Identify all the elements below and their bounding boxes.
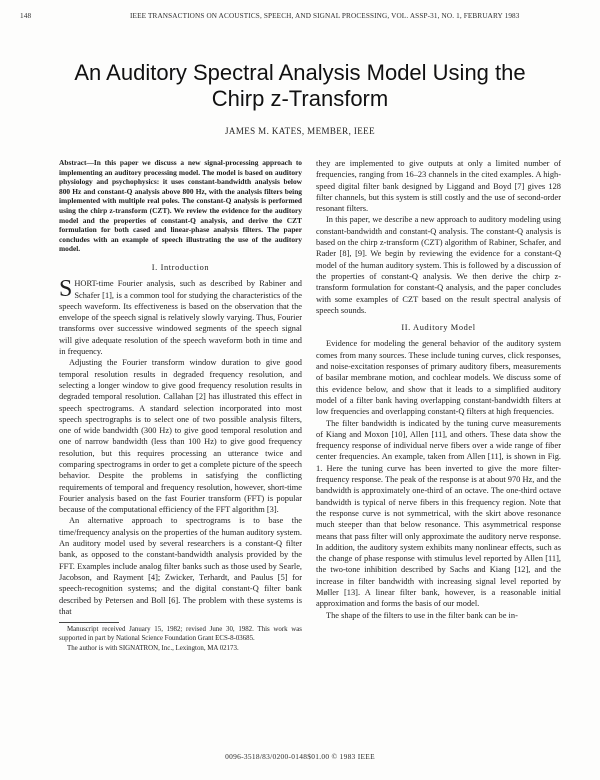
page-number: 148 (20, 12, 32, 20)
author: JAMES M. KATES, MEMBER, IEEE (225, 126, 375, 136)
title-block (0, 60, 600, 112)
right-column (316, 158, 561, 621)
right-paragraph-2: In this paper, we describe a new approach to auditory modeling using constant-bandwidth and constant-Q analysis. The constant-Q analysis is based on the chirp z-transform (CZT) algorithm of Rabiner, Schafer, and Rader [8], [9]. We begin by reviewing the evidence for a constant-Q model of the human auditory system. This is followed by a discussion of the properties of constant-Q analysis. We then derive the chirp z-transform formulation for constant-Q analysis, and the paper concludes with some examples of CZT based on the result spectral analysis of speech sounds. (316, 215, 561, 315)
right-paragraph-1: they are implemented to give outputs at only a limited number of frequencies, ranging from 16–23 channels in the cited examples. A high-speed digital filter bank designed by Liggand and Boyd [7] gives 128 filter channels, but this system is still costly and the use of second-order resonant filters. (316, 159, 561, 214)
running-header (20, 12, 578, 24)
intro-paragraph-1 (59, 278, 302, 357)
copyright-footer: 0096-3518/83/0200-0148$01.00 © 1983 IEEE (225, 752, 375, 761)
intro-paragraph-3: An alternative approach to spectrograms is to base the time/frequency analysis on the properties of the human auditory system. An auditory model used by several researchers is a constant-Q filter bank, as opposed to the constant-bandwidth analysis provided by the FFT. Examples include analog filter banks such as those used by Searle, Jacobson, and Rayment [4]; Zwicker, Terhardt, and Paulus [5] for speech-recognition systems; and the digital constant-Q filter bank described by Petersen and Boll [6]. The problem with these systems is that (59, 516, 302, 616)
footnote-affiliation: The author is with SIGNATRON, Inc., Lexington, MA 02173. (67, 644, 239, 652)
paper-title-line-1: An Auditory Spectral Analysis Model Using the (74, 60, 526, 85)
paper-title-line-2: Chirp z-Transform (211, 86, 389, 111)
intro-paragraph-2: Adjusting the Fourier transform window duration to give good temporal resolution results in degraded frequency resolution, and selecting a longer window to give good frequency resolution results in degraded temporal resolution. Callahan [2] has illustrated this effect in speech spectrograms. A standard selection incorporated into most speech spectrographs is to select one of two possible analysis filters, one of wide bandwidth (300 Hz) to give good temporal resolution and one of narrow bandwidth (less than 100 Hz) to give good frequency resolution, but this requires processing an utterance twice and comparing spectrograms in order to get a complete picture of the speech behavior. Despite the problems in satisfying the conflicting requirements of temporal and frequency resolution, however, short-time Fourier analysis based on the fast Fourier transform (FFT) is popular because of the computational efficiency of the FFT algorithm [3]. (59, 358, 302, 515)
model-paragraph-1: Evidence for modeling the general behavior of the auditory system comes from many sources. These include tuning curves, click responses, and noise-excitation responses of primary auditory fibers, measurements of basilar membrane motion, and cochlear models. We discuss some of this evidence below, and show that it leads to a simplified auditory model of a filter bank having overlapping constant-bandwidth filters at low frequencies and overlapping constant-Q filters at high frequencies. (316, 339, 561, 417)
left-column (59, 158, 302, 655)
journal-header: IEEE TRANSACTIONS ON ACOUSTICS, SPEECH, AND SIGNAL PROCESSING, VOL. ASSP-31, NO. 1, FEBRUARY 1983 (130, 12, 520, 20)
footnote-manuscript: Manuscript received January 15, 1982; revised June 30, 1982. This work was supported in part by National Science Foundation Grant ECS-8-03685. (59, 626, 302, 642)
footnote-divider (59, 622, 119, 623)
abstract: Abstract—In this paper we discuss a new signal-processing approach to implementing an auditory processing model. The model is based on auditory physiology and psychophysics: it uses constant-bandwidth analysis below 800 Hz and constant-Q analysis above 800 Hz, with the analysis filters being implemented with multiple real poles. The constant-Q analysis is performed using the chirp z-transform (CZT). We review the evidence for the auditory model and the properties of constant-Q analysis, and derive the CZT formulation for both cased and linear-phase analysis filters. The paper concludes with an example of speech illustrating the use of the auditory model. (59, 158, 302, 254)
drop-cap: S (59, 276, 73, 303)
intro-paragraph-1-text: HORT-time Fourier analysis, such as described by Rabiner and Schafer [1], is a common tool for studying the characteristics of the speech waveform. Its effectiveness is based on the observation that the envelope of the speech signal is relatively slowly varying. Thus, Fourier transforms over successive windowed segments of the speech signal will give adequate resolution of the speech waveform both in time and in frequency. (59, 279, 302, 357)
model-paragraph-3: The shape of the filters to use in the filter bank can be in- (326, 610, 518, 620)
model-paragraph-2: The filter bandwidth is indicated by the tuning curve measurements of Kiang and Moxon [10], Allen [11], and others. These data show the frequency response of individual nerve fibers over a wide range of fiber center frequencies. An example, taken from Allen [11], is shown in Fig. 1. Here the tuning curve has been inverted to give the more filter-frequency response. The peak of the response is at about 970 Hz, and the bandwidth is approximately one-third of an octave. The one-third octave bandwidth is typical of nerve fibers in this frequency region. Note that the response curve is not symmetrical, with the skirt above resonance much steeper than that below resonance. This asymmetrical response means that pass filter will only approximate the auditory nerve response. In addition, the auditory system exhibits many nonlinear effects, such as the change of phase response with stimulus level reported by Allen [11], the two-tone inhibition described by Sachs and Kiang [12], and the increase in filter bandwidth with increasing signal level reported by Møller [13]. A linear filter bank, however, is a reasonable initial approximation and forms the basis of our model. (316, 418, 561, 609)
section-heading-introduction: I. Introduction (151, 262, 210, 272)
section-heading-auditory-model: II. Auditory Model (401, 323, 476, 333)
